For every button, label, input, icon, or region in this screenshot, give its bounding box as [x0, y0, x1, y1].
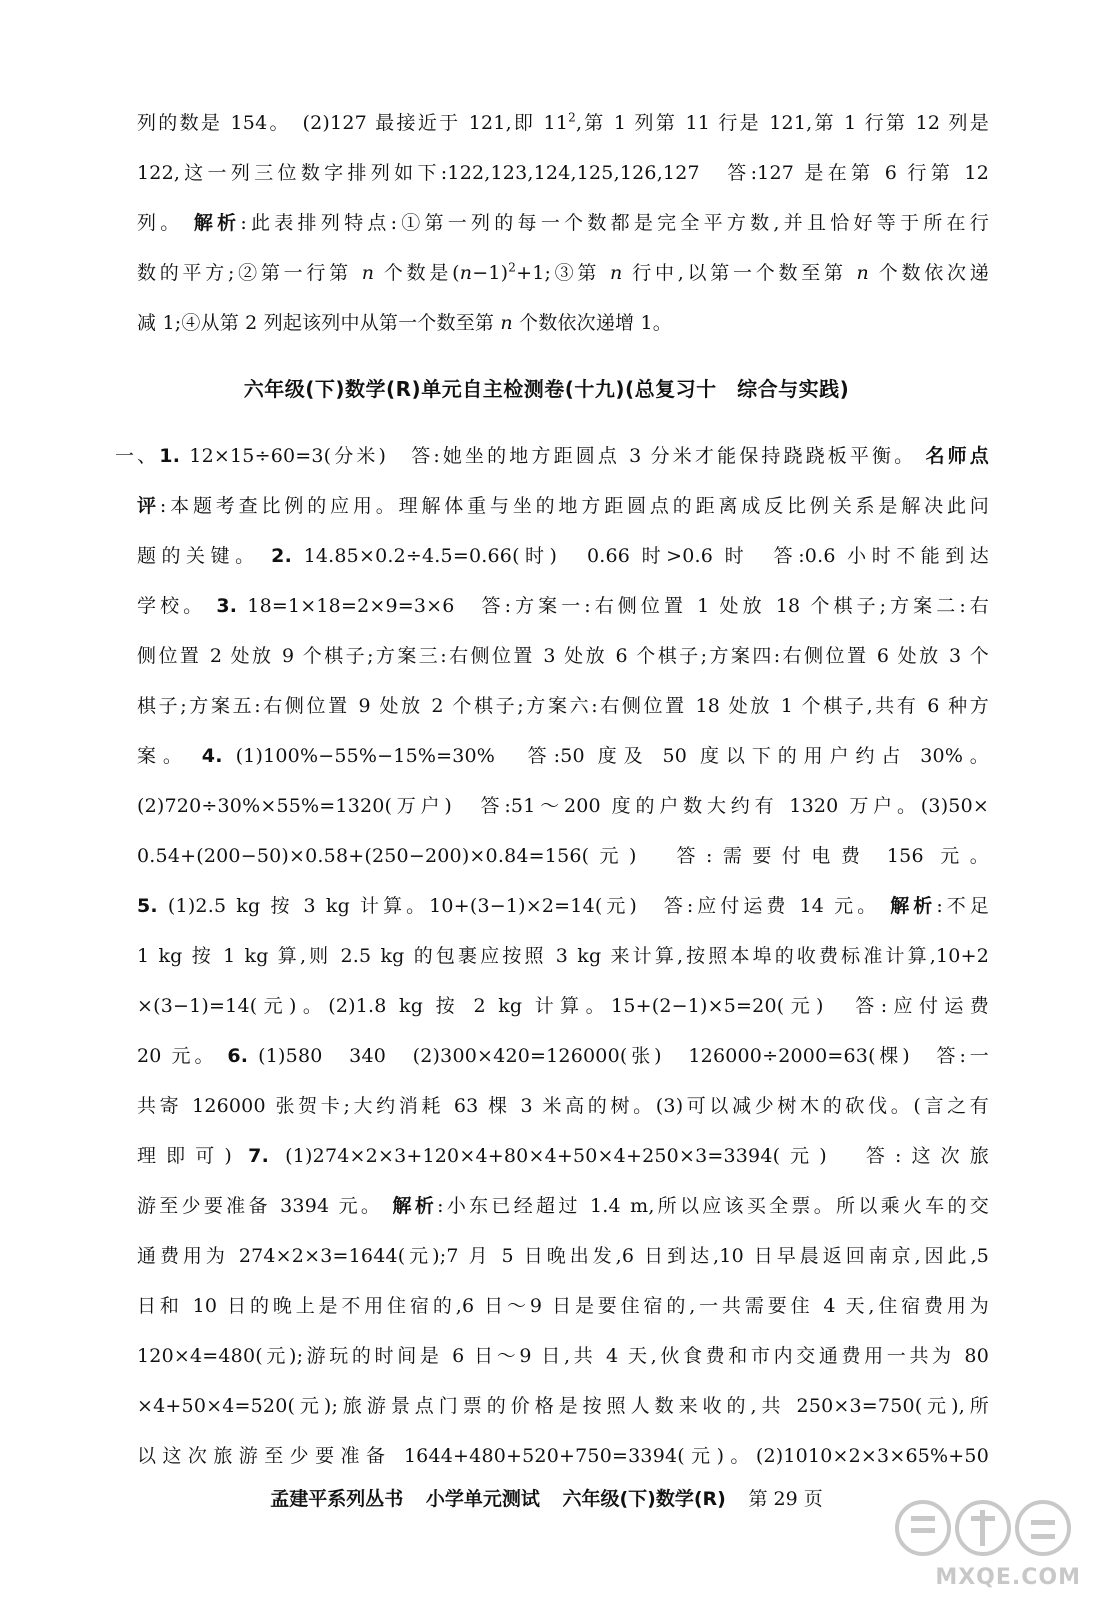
text-line-14: 0.54+(200−50)×0.58+(250−200)×0.84=156(元) 答:需要付电费 156 元。 [137, 845, 989, 867]
footer-book: 小学单元测试 [425, 1488, 540, 1510]
footer-series: 孟建平系列丛书 [270, 1488, 404, 1510]
text-line-22: 通费用为 274×2×3=1644(元);7 月 5 日晚出发,6 日到达,10 日早晨返回南京,因此,5 [137, 1245, 989, 1267]
analysis-label: 解析 [193, 212, 241, 234]
text-line-7: 评:本题考查比例的应用。理解体重与坐的地方距圆点的距离成反比例关系是解决此问 [137, 495, 989, 517]
text-line-15: 5. (1)2.5 kg 按 3 kg 计算。10+(3−1)×2=14(元) 答:应付运费 14 元。 解析:不足 [137, 895, 989, 917]
text-line-11: 棋子;方案五:右侧位置 9 处放 2 个棋子;方案六:右侧位置 18 处放 1 个棋子,共有 6 种方 [137, 695, 989, 717]
text-line-9: 学校。 3. 18=1×18=2×9=3×6 答:方案一:右侧位置 1 处放 18 个棋子;方案二:右 [137, 595, 989, 617]
text-line-18: 20 元。 6. (1)580 340 (2)300×420=126000(张) 126000÷2000=63(棵) 答:一 [137, 1045, 989, 1067]
text-line-21: 游至少要准备 3394 元。 解析:小东已经超过 1.4 m,所以应该买全票。所以乘火车的交 [137, 1195, 989, 1217]
text-line-3: 列。 解析:此表排列特点:①第一列的每一个数都是完全平方数,并且恰好等于所在行 [137, 212, 989, 234]
footer-page-number: 第 29 页 [748, 1488, 823, 1510]
text-line-17: ×(3−1)=14(元)。(2)1.8 kg 按 2 kg 计算。15+(2−1)×5=20(元) 答:应付运费 [137, 995, 989, 1017]
text-line-12: 案。 4. (1)100%−55%−15%=30% 答:50 度及 50 度以下的用户约占 30%。 [137, 745, 989, 767]
teacher-comment-label: 名师点 [925, 445, 989, 467]
text-line-20: 理即可) 7. (1)274×2×3+120×4+80×4+50×4+250×3=3394(元) 答:这次旅 [137, 1145, 989, 1167]
text-line-23: 日和 10 日的晚上是不用住宿的,6 日～9 日是要住宿的,一共需要住 4 天,住宿费用为 [137, 1295, 989, 1317]
text-line-13: (2)720÷30%×55%=1320(万户) 答:51～200 度的户数大约有 1320 万户。(3)50× [137, 795, 989, 817]
text-line-2: 122,这一列三位数字排列如下:122,123,124,125,126,127 答:127 是在第 6 行第 12 [137, 162, 989, 184]
text-line-4: 数的平方;②第一行第 n 个数是$(n-1)^2+1;③$第 n 行中,以第一个数至第 n 个数依次递 [137, 260, 989, 284]
footer-grade: 六年级(下)数学(R) [562, 1488, 726, 1510]
text-line-25: ×4+50×4=520(元);旅游景点门票的价格是按照人数来收的,共 250×3=750(元),所 [137, 1395, 989, 1417]
text-line-26: 以这次旅游至少要准备 1644+480+520+750=3394(元)。(2)1010×2×3×65%+50 [137, 1445, 989, 1467]
watermark-text: MXQE.COM [935, 1565, 1081, 1590]
section-title: 六年级(下)数学(R)单元自主检测卷(十九)(总复习十 综合与实践) [243, 377, 850, 401]
text-line-24: 120×4=480(元);游玩的时间是 6 日～9 日,共 4 天,伙食费和市内交通费用一共为 80 [137, 1345, 989, 1367]
text-line-1: 列的数是 154。 (2)127 最接近于 121,即 $11^2$,第 1 列第 11 行是 121,第 1 行第 12 列是 [137, 110, 989, 134]
text-line-5: 减 1;④从第 2 列起该列中从第一个数至第 n 个数依次递增 1。 [137, 312, 672, 334]
text-line-10: 侧位置 2 处放 9 个棋子;方案三:右侧位置 3 处放 6 个棋子;方案四:右侧位置 6 处放 3 个 [137, 645, 989, 667]
text-line-16: 1 kg 按 1 kg 算,则 2.5 kg 的包裹应按照 3 kg 来计算,按照本埠的收费标准计算,10+2 [137, 945, 989, 967]
text-line-6: 一、1. 12×15÷60=3(分米) 答:她坐的地方距圆点 3 分米才能保持跷跷板平衡。 名师点 [115, 445, 989, 467]
text-line-8: 题的关键。 2. 14.85×0.2÷4.5=0.66(时) 0.66 时>0.6 时 答:0.6 小时不能到达 [137, 545, 989, 567]
text-line-19: 共寄 126000 张贺卡;大约消耗 63 棵 3 米高的树。(3)可以减少树木的砍伐。(言之有 [137, 1095, 989, 1117]
